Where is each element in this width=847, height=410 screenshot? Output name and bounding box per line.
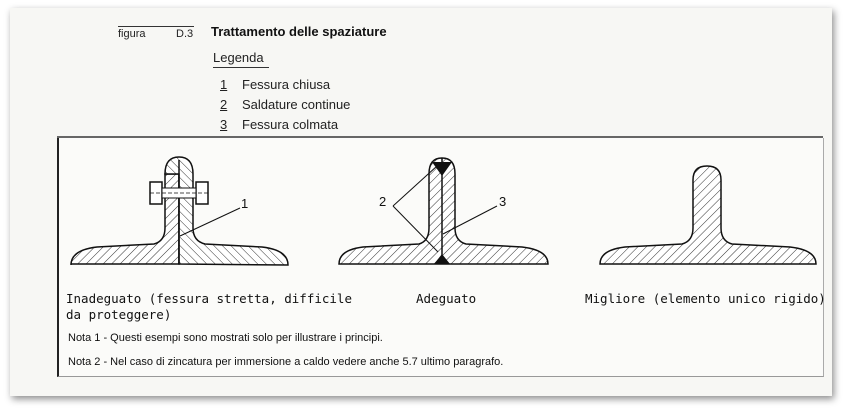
legend-item-3: [220, 117, 338, 132]
right-profile: [600, 166, 816, 264]
figure-title: Trattamento delle spaziature: [211, 24, 387, 39]
technical-drawing: [57, 140, 823, 290]
figure-rule: [118, 26, 194, 27]
figure-number: D.3: [176, 28, 194, 40]
left-top-part: [165, 157, 288, 265]
callout-1-label: 1: [241, 196, 249, 211]
inadequate-joint-drawing: [71, 157, 288, 265]
better-joint-drawing: [600, 166, 816, 264]
legend-item-text: Saldature continue: [242, 97, 351, 112]
caption-inadequate-line2: da proteggere): [66, 307, 172, 322]
caption-inadequate: [66, 291, 352, 323]
legend-item-text: Fessura chiusa: [242, 77, 331, 92]
legend-item-number: 3: [220, 117, 228, 132]
legend-item-2: [220, 97, 350, 112]
caption-inadequate-line1: Inadeguato (fessura stretta, difficile: [66, 291, 352, 306]
figure-label: figura: [118, 28, 146, 40]
note-2: Nota 2 - Nel caso di zincatura per immersione a caldo vedere anche 5.7 ultimo paragrafo.: [68, 356, 504, 368]
callout-3-label: 3: [499, 194, 507, 209]
legend-item-number: 1: [220, 77, 228, 92]
legend-rule: [213, 67, 269, 68]
callout-2-label: 2: [379, 194, 387, 209]
legend-item-1: [220, 77, 330, 92]
caption-better: Migliore (elemento unico rigido): [585, 291, 826, 306]
legend-item-text: Fessura colmata: [242, 117, 339, 132]
legend-title: Legenda: [213, 50, 264, 65]
legend-item-number: 2: [220, 97, 228, 112]
caption-adequate: Adeguato: [416, 291, 477, 306]
note-1: Nota 1 - Questi esempi sono mostrati solo per illustrare i principi.: [68, 332, 383, 344]
adequate-joint-drawing: [339, 158, 548, 264]
bolt-shank: [162, 188, 196, 198]
